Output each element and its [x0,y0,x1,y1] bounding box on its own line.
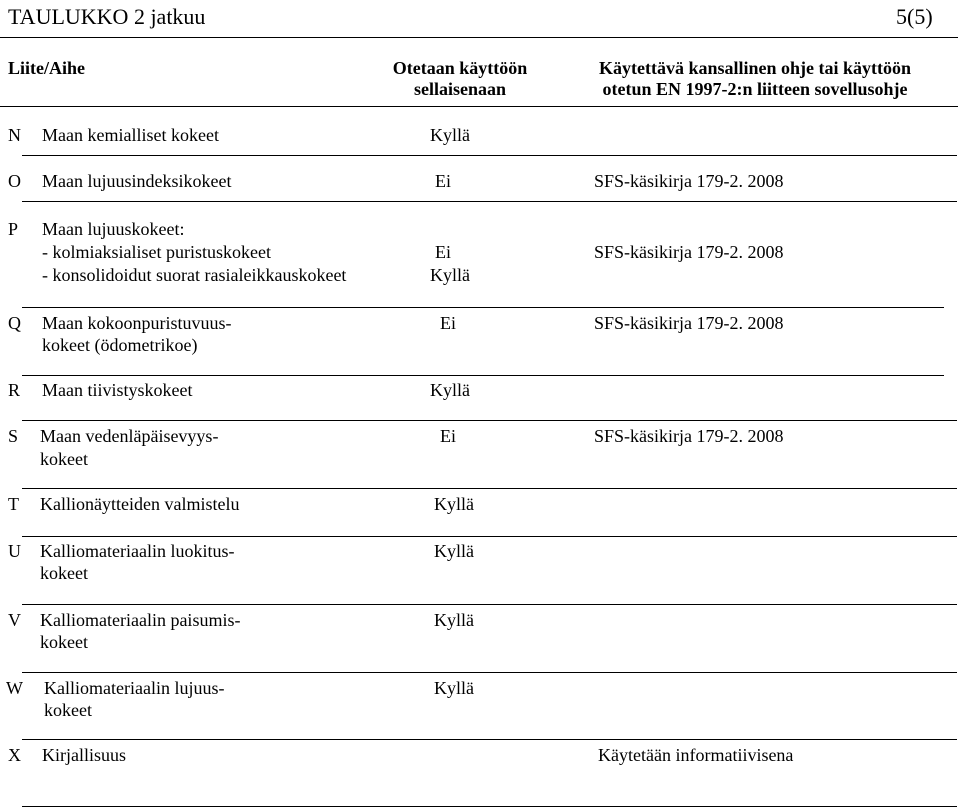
row-rule [22,806,957,807]
row-subject: - kolmiaksialiset puristuskokeet [42,242,271,262]
row-subject: Kalliomateriaalin paisumis- [40,610,241,630]
header-rule [0,106,958,107]
title-rule [0,37,958,38]
row-letter: X [8,745,21,765]
row-subject: kokeet [44,700,92,720]
row-subject: Kalliomateriaalin lujuus- [44,678,225,698]
row-adopt: Ei [435,242,451,262]
row-guide: SFS-käsikirja 179-2. 2008 [594,426,784,446]
row-subject: Maan kokoonpuristuvuus- [42,313,232,333]
row-subject: kokeet [40,449,88,469]
row-rule [22,375,944,376]
row-subject: kokeet [40,632,88,652]
row-rule [22,604,957,605]
row-adopt: Kyllä [430,265,470,285]
row-rule [22,536,957,537]
row-letter: S [8,426,19,446]
row-guide: SFS-käsikirja 179-2. 2008 [594,242,784,262]
header-guide-line1: Käytettävä kansallinen ohje tai käyttöön [598,58,911,78]
row-adopt: Kyllä [434,494,474,514]
row-subject: - konsolidoidut suorat rasialeikkauskokeet [42,265,347,285]
row-subject: Maan lujuuskokeet: [42,219,185,239]
row-subject: Kalliomateriaalin luokitus- [40,541,235,561]
row-subject: Maan kemialliset kokeet [42,125,219,145]
row-rule [22,672,957,673]
row-letter: U [8,541,21,561]
row-rule [22,420,957,421]
row-letter: T [8,494,19,514]
row-subject: Kallionäytteiden valmistelu [40,494,240,514]
row-rule [22,488,957,489]
row-subject: Kirjallisuus [42,745,126,765]
header-guide-line2: otetun EN 1997-2:n liitteen sovellusohje [602,79,908,99]
row-letter: W [6,678,23,698]
row-subject: kokeet (ödometrikoe) [42,335,198,355]
row-adopt: Kyllä [434,610,474,630]
row-guide: SFS-käsikirja 179-2. 2008 [594,313,784,333]
row-rule [22,201,957,202]
header-adopt-line2: sellaisenaan [413,79,506,99]
row-rule [22,155,957,156]
row-adopt: Ei [435,171,451,191]
row-subject: Maan lujuusindeksikokeet [42,171,232,191]
row-letter: V [8,610,21,630]
row-letter: N [8,125,21,145]
row-adopt: Ei [440,313,456,333]
page-number: 5(5) [896,4,933,29]
row-letter: R [8,380,21,400]
row-guide: Käytetään informatiivisena [598,745,794,765]
row-guide: SFS-käsikirja 179-2. 2008 [594,171,784,191]
row-adopt: Ei [440,426,456,446]
row-subject: Maan vedenläpäisevyys- [40,426,219,446]
row-letter: P [8,219,19,239]
header-adopt-line1: Otetaan käyttöön [392,58,528,78]
row-subject: Maan tiivistyskokeet [42,380,193,400]
header-subject: Liite/Aihe [8,58,85,78]
row-adopt: Kyllä [434,678,474,698]
row-rule [22,739,957,740]
row-adopt: Kyllä [430,380,470,400]
page-title: TAULUKKO 2 jatkuu [8,4,206,29]
row-letter: O [8,171,21,191]
row-adopt: Kyllä [434,541,474,561]
row-subject: kokeet [40,563,88,583]
row-adopt: Kyllä [430,125,470,145]
row-rule [22,307,944,308]
row-letter: Q [8,313,21,333]
